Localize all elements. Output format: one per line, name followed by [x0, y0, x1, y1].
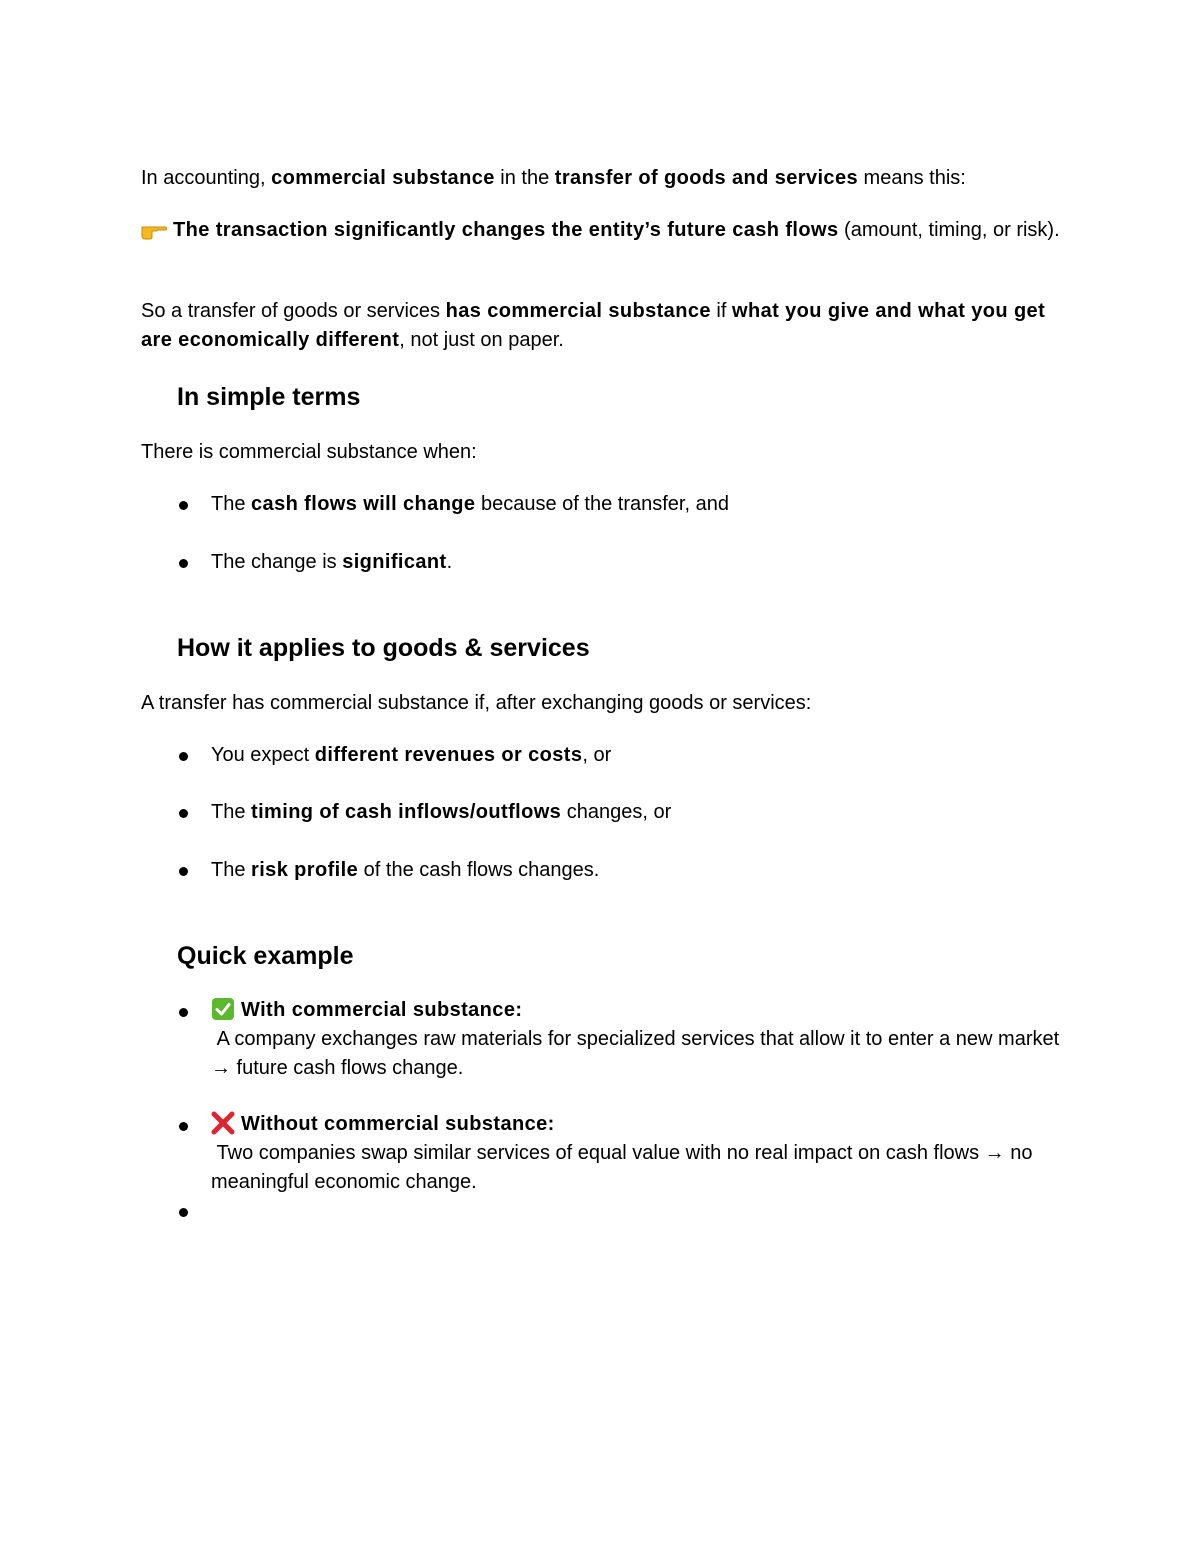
summary-text-2: if — [710, 300, 732, 322]
example-desc-without: Two companies swap similar services of equal value with no real impact on cash flows → no meaningful economic change. — [211, 1142, 1039, 1193]
cross-mark-icon — [211, 1111, 235, 1135]
example-desc-with: A company exchanges raw materials for specialized services that allow it to enter a new market → future cash flows change. — [211, 1028, 1065, 1079]
intro-text-3: means this: — [858, 167, 966, 189]
intro-text-1: In accounting, — [141, 167, 272, 189]
list-item: The change is significant. — [211, 551, 453, 573]
bullet-dot — [179, 1008, 188, 1017]
bullet-dot — [179, 559, 188, 568]
list-item: You expect different revenues or costs, or — [211, 744, 612, 766]
pointing-hand-icon — [141, 218, 167, 240]
list-item: The timing of cash inflows/outflows changes, or — [211, 801, 672, 823]
intro-bold-2: transfer of goods and services — [554, 167, 858, 189]
summary-text-3: , not just on paper. — [399, 329, 564, 351]
key-point-paragraph — [141, 216, 1071, 245]
section2-lead: A transfer has commercial substance if, after exchanging goods or services: — [141, 692, 812, 714]
example-item-without — [211, 1110, 1081, 1197]
bullet-dot — [179, 809, 188, 818]
key-point-text: (amount, timing, or risk). — [838, 219, 1060, 241]
example-label-with: With commercial substance: — [241, 999, 523, 1021]
intro-paragraph — [141, 164, 1071, 193]
summary-bold-2: what you give and what you get are economically different — [141, 300, 1046, 351]
bullet-dot — [179, 1122, 188, 1131]
key-point-bold: The transaction significantly changes the entity’s future cash flows — [173, 219, 839, 241]
summary-text-1: So a transfer of goods or services — [141, 300, 446, 322]
example-label-without: Without commercial substance: — [241, 1113, 555, 1135]
bullet-dot — [179, 867, 188, 876]
list-item: The cash flows will change because of the transfer, and — [211, 493, 729, 515]
section-heading-simple-terms: In simple terms — [177, 383, 361, 411]
bullet-dot — [179, 501, 188, 510]
summary-bold-1: has commercial substance — [445, 300, 711, 322]
intro-text-2: in the — [494, 167, 555, 189]
intro-bold-1: commercial substance — [271, 167, 495, 189]
bullet-dot-empty — [179, 1208, 188, 1217]
bullet-dot — [179, 752, 188, 761]
section1-lead: There is commercial substance when: — [141, 441, 477, 463]
check-mark-icon — [211, 997, 235, 1021]
list-item: The risk profile of the cash flows changes. — [211, 859, 600, 881]
example-item-with — [211, 996, 1081, 1083]
section-heading-quick-example: Quick example — [177, 942, 354, 970]
section-heading-applies: How it applies to goods & services — [177, 634, 590, 662]
summary-paragraph — [141, 297, 1071, 355]
